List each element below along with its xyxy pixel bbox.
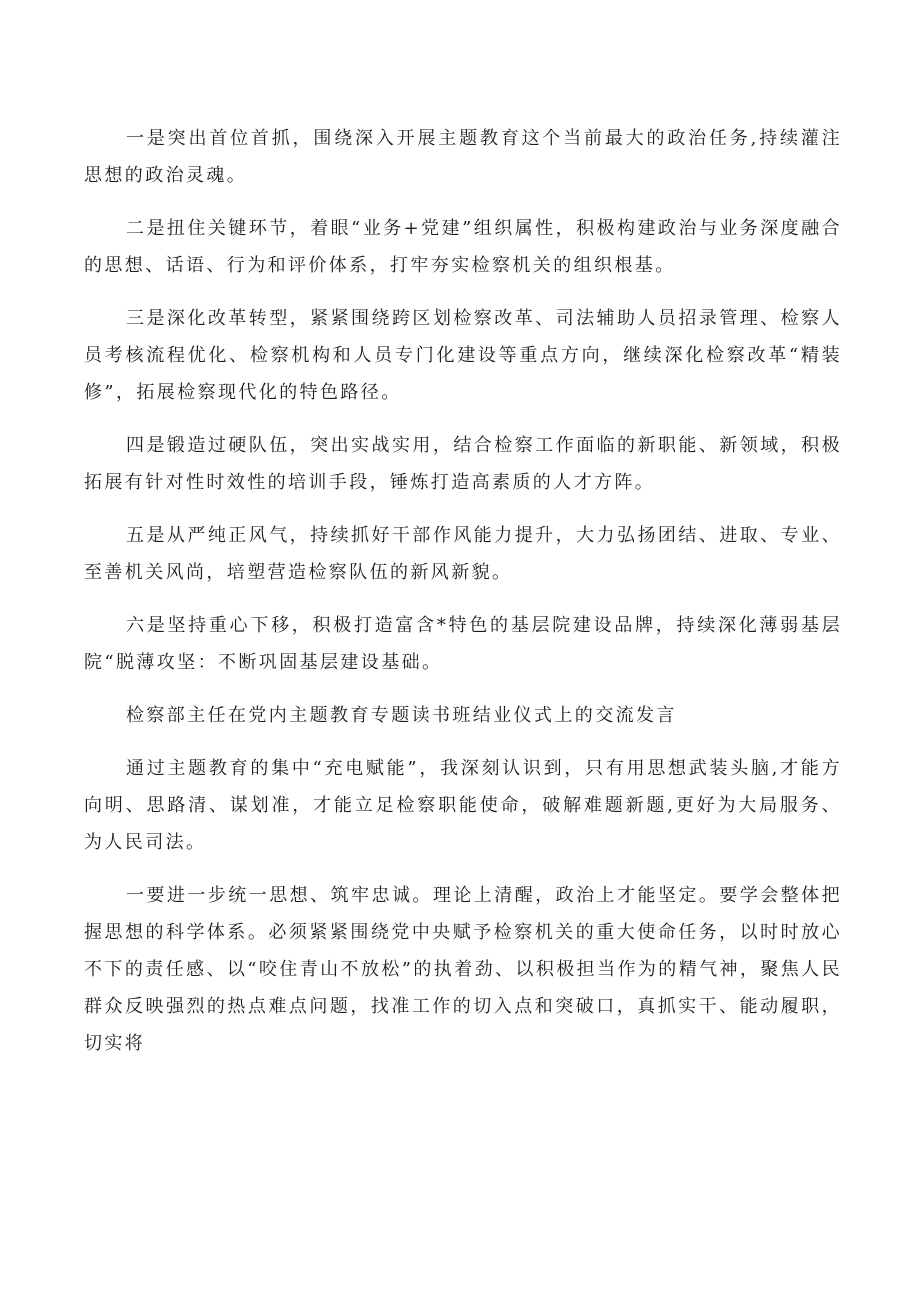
paragraph-6: 六是坚持重心下移，积极打造富含*特色的基层院建设品牌，持续深化薄弱基层院“脱薄攻坚：不断巩固基层建设基础。	[84, 615, 842, 673]
section-title: 检察部主任在党内主题教育专题读书班结业仪式上的交流发言	[126, 705, 677, 726]
paragraph-2: 二是扭住关键环节，着眼“业务+党建”组织属性，积极构建政治与业务深度融合的思想、话语、行为和评价体系，打牢夯实检察机关的组织根基。	[84, 218, 842, 276]
paragraph-7: 通过主题教育的集中“充电赋能”，我深刻认识到，只有用思想武装头脑,才能方向明、思路清、谋划准，才能立足检察职能使命，破解难题新题,更好为大局服务、为人民司法。	[84, 758, 842, 853]
paragraph-8: 一要进一步统一思想、筑牢忠诚。理论上清醒，政治上才能坚定。要学会整体把握思想的科学体系。必须紧紧围绕党中央赋予检察机关的重大使命任务，以时时放心不下的责任感、以“咬住青山不放松”的执着劲、以积极担当作为的精气神，聚焦人民群众反映强烈的热点难点问题，找准工作的切入点和突破口，真抓实干、能动履职，切实将	[84, 885, 842, 1054]
paragraph-1: 一是突出首位首抓，围绕深入开展主题教育这个当前最大的政治任务,持续灌注思想的政治灵魂。	[84, 128, 842, 186]
paragraph-4: 四是锻造过硬队伍，突出实战实用，结合检察工作面临的新职能、新领域，积极拓展有针对性时效性的培训手段，锤炼打造高素质的人才方阵。	[84, 435, 842, 493]
paragraph-3: 三是深化改革转型，紧紧围绕跨区划检察改革、司法辅助人员招录管理、检察人员考核流程优化、检察机构和人员专门化建设等重点方向，继续深化检察改革“精装修”，拓展检察现代化的特色路径。	[84, 308, 842, 403]
document-body	[84, 120, 842, 1078]
paragraph-5: 五是从严纯正风气，持续抓好干部作风能力提升，大力弘扬团结、进取、专业、至善机关风尚，培塑营造检察队伍的新风新貌。	[84, 525, 842, 583]
